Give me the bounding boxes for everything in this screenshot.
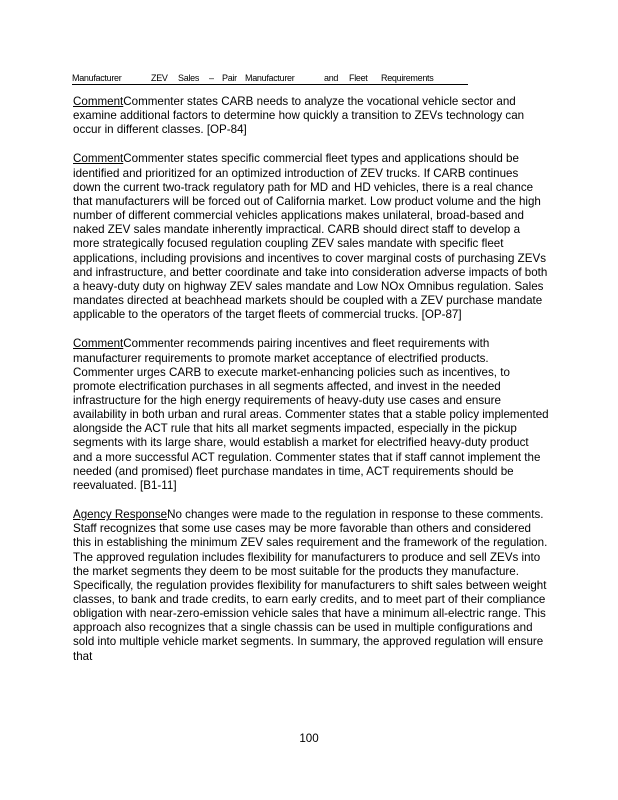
comment-paragraph-2: [73, 152, 549, 322]
comment-paragraph-1: [73, 95, 549, 137]
header-dash: –: [209, 73, 214, 83]
header-zev: ZEV: [151, 73, 168, 83]
agency-response-paragraph: [73, 508, 549, 664]
agency-response-label: Agency Response: [73, 508, 168, 522]
header-pair: Pair: [222, 73, 237, 83]
document-body: [73, 95, 549, 679]
comment-text: Commenter recommends pairing incentives and fleet requirements with manufacturer requirements to promote market acceptance of electrified products. Commenter urges CARB to execute market-enhancing policies such as incentives, to promote electrification purchases in all segments affected, and invest in the needed infrastructure for the high energy requirements of heavy-duty use cases and ensure availability in both urban and rural areas. Commenter states that a stable policy implemented alongside the ACT rule that hits all market segments impacted, especially in the pickup segments with its large share, would establish a market for electrified heavy-duty product and a more successful ACT regulation. Commenter states that if staff cannot implement the needed (and promised) fleet purchase mandates in time, ACT requirements should be reevaluated. [B1-11]: [73, 337, 549, 492]
comment-label: Comment: [73, 152, 124, 166]
page-number: 100: [299, 732, 319, 745]
header-manufacturer: Manufacturer: [72, 73, 122, 83]
header-and: and: [324, 73, 339, 83]
comment-text: Commenter states specific commercial fleet types and applications should be identified and prioritized for an optimized introduction of ZEV trucks. If CARB continues down the current two-track regulatory path for MD and HD vehicles, there is a real chance that manufacturers will be forced out of California market. Low product volume and the high number of different commercial vehicles applications makes unilateral, broad-based and naked ZEV sales mandate inherently impractical. CARB should direct staff to develop a more strategically focused regulation coupling ZEV sales mandate with specific fleet applications, including provisions and incentives to cover marginal costs of purchasing ZEVs and infrastructure, and better coordinate and take into consideration adverse impacts of both a heavy-duty duty on highway ZEV sales mandate and Low NOx Omnibus regulation. Sales mandates directed at beachhead markets should be coupled with a ZEV purchase mandate applicable to the operators of the target fleets of commercial trucks. [OP-87]: [73, 152, 548, 322]
comment-label: Comment: [73, 337, 124, 351]
header-manufacturer-2: Manufacturer: [245, 73, 295, 83]
running-header: [72, 73, 468, 85]
header-sales: Sales: [178, 73, 200, 83]
comment-paragraph-3: [73, 337, 549, 493]
comment-text: Commenter states CARB needs to analyze the vocational vehicle sector and examine additional factors to determine how quickly a transition to ZEVs technology can occur in different classes. [OP-84]: [73, 95, 525, 137]
header-fleet: Fleet: [349, 73, 368, 83]
header-requirements: Requirements: [381, 73, 434, 83]
agency-response-text: No changes were made to the regulation in response to these comments. Staff recognizes that some use cases may be more favorable than others and considered this in establishing the minimum ZEV sales requirement and the framework of the regulation. The approved regulation includes flexibility for manufacturers to produce and sell ZEVs into the market segments they deem to be most suitable for the products they manufacture. Specifically, the regulation provides flexibility for manufacturers to shift sales between weight classes, to bank and trade credits, to earn early credits, and to meet part of their compliance obligation with near-zero-emission vehicle sales that have a minimum all-electric range. This approach also recognizes that a single chassis can be used in multiple configurations and sold into multiple vehicle market segments. In summary, the approved regulation will ensure that: [73, 508, 548, 663]
comment-label: Comment: [73, 95, 124, 108]
